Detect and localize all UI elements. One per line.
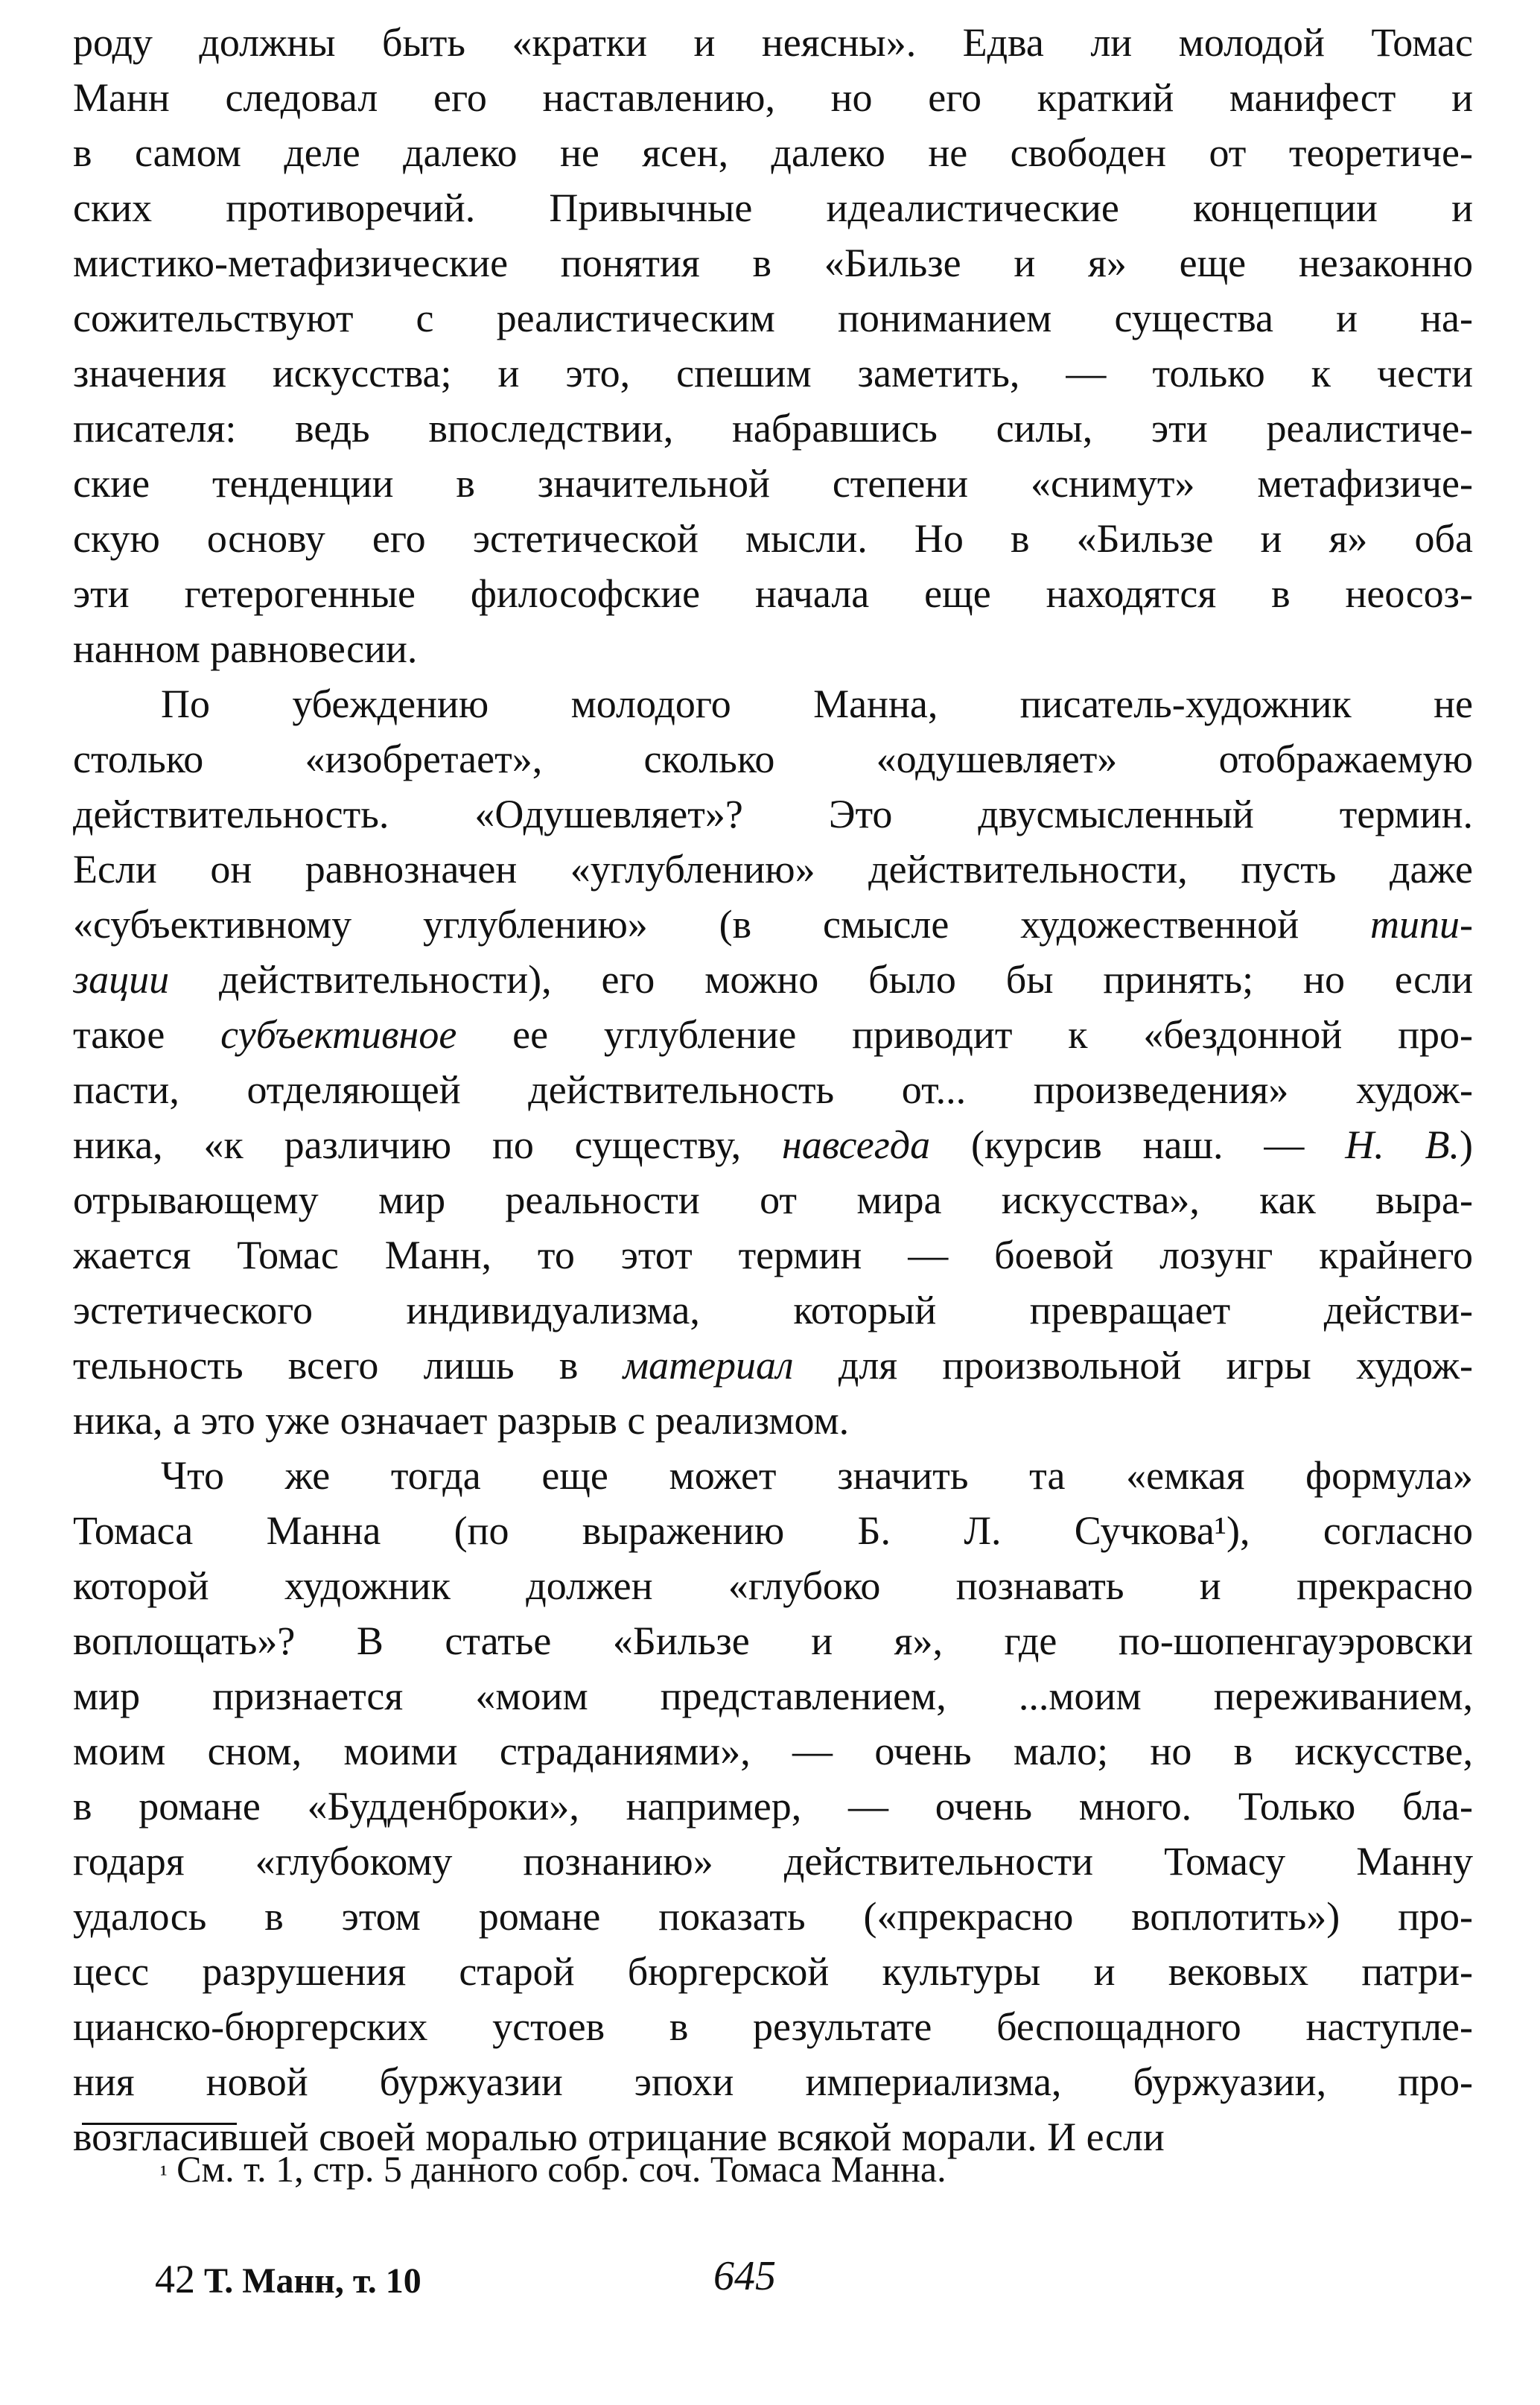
printer-signature bbox=[155, 2257, 421, 2304]
text-line: писателя: ведь впоследствии, набравшись силы, эти реалистиче- bbox=[73, 406, 1473, 451]
text-line: которой художник должен «глубоко познавать и прекрасно bbox=[73, 1563, 1473, 1608]
text-line: ника, «к различию по существу, навсегда (курсив наш. — Н. В.) bbox=[73, 1122, 1473, 1167]
text-line: По убеждению молодого Манна, писатель-художник не bbox=[161, 682, 1473, 726]
text-line: пасти, отделяющей действительность от... произведения» худож- bbox=[73, 1067, 1473, 1112]
text-line: сожительствуют с реалистическим пониманием существа и на- bbox=[73, 296, 1473, 340]
text-line: жается Томас Манн, то этот термин — боевой лозунг крайнего bbox=[73, 1233, 1473, 1277]
text-line: действительность. «Одушевляет»? Это двусмысленный термин. bbox=[73, 792, 1473, 836]
body-text bbox=[73, 15, 1473, 2164]
text-line: мир признается «моим представлением, ...моим переживанием, bbox=[73, 1674, 1473, 1718]
text-line: значения искусства; и это, спешим заметить, — только к чести bbox=[73, 351, 1473, 395]
text-line: ника, а это уже означает разрыв с реализмом. bbox=[73, 1398, 850, 1443]
text-line: цесс разрушения старой бюргерской культуры и вековых патри- bbox=[73, 1949, 1473, 1994]
page-number: 645 bbox=[713, 2253, 776, 2299]
text-line: Что же тогда еще может значить та «емкая формула» bbox=[161, 1453, 1473, 1498]
text-line: «субъективному углублению» (в смысле художественной типи- bbox=[73, 902, 1473, 947]
text-line: ских противоречий. Привычные идеалистические концепции и bbox=[73, 185, 1473, 230]
text-line: зации действительности), его можно было бы принять; но если bbox=[73, 957, 1473, 1002]
text-line: ские тенденции в значительной степени «снимут» метафизиче- bbox=[73, 461, 1473, 506]
footnote-divider bbox=[82, 2123, 237, 2125]
text-line: в романе «Будденброки», например, — очень много. Только бла- bbox=[73, 1784, 1473, 1829]
text-line: Если он равнозначен «углублению» действительности, пусть даже bbox=[73, 847, 1473, 892]
paragraphs bbox=[73, 15, 1473, 2164]
text-line: отрывающему мир реальности от мира искусства», как выра- bbox=[73, 1178, 1473, 1222]
text-line: возгласившей своей моралью отрицание всякой морали. И если bbox=[73, 2115, 1165, 2159]
text-line: Томаса Манна (по выражению Б. Л. Сучкова¹), согласно bbox=[73, 1508, 1473, 1553]
text-line: воплощать»? В статье «Бильзе и я», где по-шопенгауэровски bbox=[73, 1618, 1473, 1663]
text-line: такое субъективное ее углубление приводит к «бездонной про- bbox=[73, 1012, 1473, 1057]
text-line: скую основу его эстетической мысли. Но в «Бильзе и я» оба bbox=[73, 516, 1473, 561]
text-line: в самом деле далеко не ясен, далеко не свободен от теоретиче- bbox=[73, 130, 1473, 175]
paragraph bbox=[73, 15, 1473, 676]
text-line: годаря «глубокому познанию» действительности Томасу Манну bbox=[73, 1839, 1473, 1884]
text-line: эстетического индивидуализма, который превращает действи- bbox=[73, 1288, 1473, 1332]
signature-number: 42 bbox=[155, 2257, 195, 2301]
text-line: ния новой буржуазии эпохи империализма, буржуазии, про- bbox=[73, 2059, 1473, 2104]
text-line: Манн следовал его наставлению, но его краткий манифест и bbox=[73, 75, 1473, 120]
text-line: роду должны быть «кратки и неясны». Едва ли молодой Томас bbox=[73, 20, 1473, 65]
text-line: удалось в этом романе показать («прекрасно воплотить») про- bbox=[73, 1894, 1473, 1939]
text-line: нанном равновесии. bbox=[73, 626, 418, 671]
footnote bbox=[160, 2145, 946, 2193]
text-line: мистико-метафизические понятия в «Бильзе и я» еще незаконно bbox=[73, 241, 1473, 285]
paragraph bbox=[73, 676, 1473, 1448]
signature-text: Т. Манн, т. 10 bbox=[204, 2261, 421, 2301]
footnote-text: См. т. 1, стр. 5 данного собр. соч. Томаса Манна. bbox=[176, 2148, 946, 2190]
text-line: моим сном, моими страданиями», — очень мало; но в искусстве, bbox=[73, 1729, 1473, 1773]
text-line: эти гетерогенные философские начала еще находятся в неосоз- bbox=[73, 571, 1473, 616]
paragraph bbox=[73, 1448, 1473, 2164]
text-line: столько «изобретает», сколько «одушевляет» отображаемую bbox=[73, 737, 1473, 781]
text-line: тельность всего лишь в материал для произвольной игры худож- bbox=[73, 1343, 1473, 1388]
footnote-marker: ¹ bbox=[160, 2160, 168, 2187]
text-line: цианско-бюргерских устоев в результате беспощадного наступле- bbox=[73, 2004, 1473, 2049]
